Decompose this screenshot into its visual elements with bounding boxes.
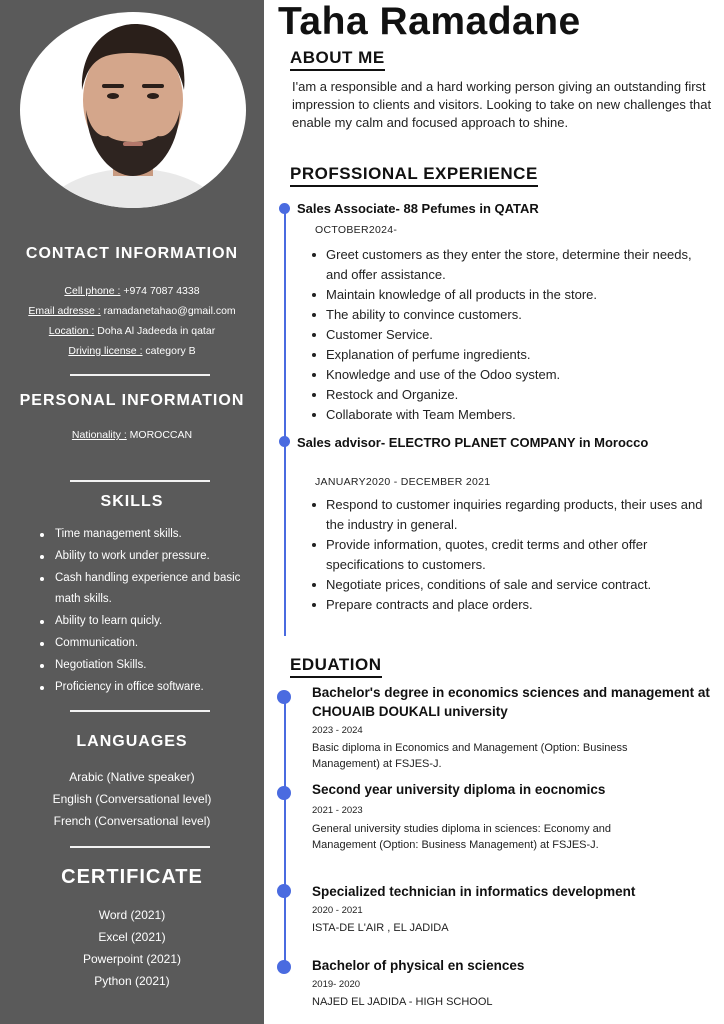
job-bullet: Explanation of perfume ingredients. — [312, 345, 707, 365]
job-bullets — [312, 245, 707, 425]
job-bullet: Restock and Organize. — [312, 385, 707, 405]
edu-desc: Basic diploma in Economics and Management (Option: Business Management) at FSJES-J. — [312, 742, 628, 770]
timeline-dot — [277, 786, 291, 800]
job-date: JANUARY2020 - DECEMBER 2021 — [315, 476, 491, 488]
job-title: Sales Associate- 88 Pefumes in QATAR — [297, 201, 539, 216]
languages-list — [0, 766, 264, 832]
experience-heading: PROFSSIONAL EXPERIENCE — [290, 164, 538, 184]
profile-photo — [20, 12, 246, 208]
edu-desc: ISTA-DE L'AIR , EL JADIDA — [312, 922, 449, 934]
divider — [70, 374, 210, 376]
skill-item: Time management skills. — [40, 524, 255, 546]
skill-item: Cash handling experience and basic math skills. — [40, 568, 255, 612]
job-date: OCTOBER2024- — [315, 224, 398, 236]
timeline-line — [284, 698, 286, 968]
about-heading: ABOUT ME — [290, 48, 385, 68]
certificate-heading: CERTIFICATE — [61, 866, 203, 888]
sidebar — [0, 0, 264, 1024]
timeline-dot — [277, 690, 291, 704]
timeline-dot — [279, 203, 290, 214]
certificate-item: Python (2021) — [94, 974, 170, 988]
job-bullet: Maintain knowledge of all products in the store. — [312, 285, 707, 305]
language-item: French (Conversational level) — [53, 814, 211, 828]
skill-item: Ability to work under pressure. — [40, 546, 255, 568]
skill-item: Proficiency in office software. — [40, 677, 255, 699]
language-item: English (Conversational level) — [52, 792, 212, 806]
timeline-dot — [279, 436, 290, 447]
job-bullet: Greet customers as they enter the store, determine their needs, and offer assistance. — [312, 245, 707, 285]
certificate-item: Powerpoint (2021) — [82, 952, 182, 966]
timeline-dot — [277, 884, 291, 898]
timeline-dot — [277, 960, 291, 974]
edu-date: 2019- 2020 — [312, 979, 361, 990]
certificate-item: Excel (2021) — [98, 930, 166, 944]
timeline-line — [284, 206, 286, 636]
job-bullets — [312, 495, 707, 615]
contact-phone: Cell phone : +974 7087 4338 — [64, 285, 200, 297]
edu-desc: General university studies diploma in sciences: Economy and Management (Option: Business Management) at FSJES-J. — [312, 823, 611, 851]
edu-title: Bachelor of physical en sciences — [312, 958, 525, 973]
job-bullet: Knowledge and use of the Odoo system. — [312, 365, 707, 385]
job-bullet: Respond to customer inquiries regarding products, their uses and the industry in general. — [312, 495, 707, 535]
job-bullet: Provide information, quotes, credit terms and other offer specifications to customers. — [312, 535, 707, 575]
divider — [70, 480, 210, 482]
divider — [70, 710, 210, 712]
skill-item: Ability to learn quicly. — [40, 611, 255, 633]
job-title: Sales advisor- ELECTRO PLANET COMPANY in Morocco — [297, 435, 649, 450]
job-bullet: Customer Service. — [312, 325, 707, 345]
certificate-list — [0, 904, 264, 992]
skills-list — [40, 524, 255, 698]
edu-date: 2021 - 2023 — [312, 805, 363, 816]
job-bullet: Negotiate prices, conditions of sale and service contract. — [312, 575, 707, 595]
edu-desc: NAJED EL JADIDA - HIGH SCHOOL — [312, 996, 493, 1008]
about-text: I'am a responsible and a hard working person giving an outstanding first impression to clients and visitors. Looking to take on new challenges that enable my calm and focused approach to shine. — [292, 79, 712, 130]
person-name: Taha Ramadane — [278, 0, 581, 43]
skill-item: Negotiation Skills. — [40, 655, 255, 677]
edu-date: 2023 - 2024 — [312, 725, 363, 736]
languages-heading: LANGUAGES — [76, 733, 188, 750]
skills-heading: SKILLS — [100, 493, 164, 510]
contact-email: Email adresse : ramadanetahao@gmail.com — [28, 305, 236, 317]
divider — [70, 846, 210, 848]
edu-title: Bachelor's degree in economics sciences and management at CHOUAIB DOUKALI university — [312, 685, 710, 719]
skill-item: Communication. — [40, 633, 255, 655]
certificate-item: Word (2021) — [98, 908, 166, 922]
language-item: Arabic (Native speaker) — [69, 770, 195, 784]
edu-title: Second year university diploma in eocnomics — [312, 782, 606, 797]
edu-title: Specialized technician in informatics development — [312, 884, 636, 899]
contact-location: Location : Doha Al Jadeeda in qatar — [48, 325, 216, 337]
contact-heading: CONTACT INFORMATION — [25, 245, 239, 262]
job-bullet: Collaborate with Team Members. — [312, 405, 707, 425]
job-bullet: The ability to convince customers. — [312, 305, 707, 325]
nationality: Nationality : MOROCCAN — [71, 429, 193, 441]
contact-driving: Driving license : category B — [68, 345, 196, 357]
job-bullet: Prepare contracts and place orders. — [312, 595, 707, 615]
personal-heading: PERSONAL INFORMATION — [19, 392, 245, 409]
edu-date: 2020 - 2021 — [312, 905, 363, 916]
education-heading: EDUATION — [290, 655, 382, 675]
